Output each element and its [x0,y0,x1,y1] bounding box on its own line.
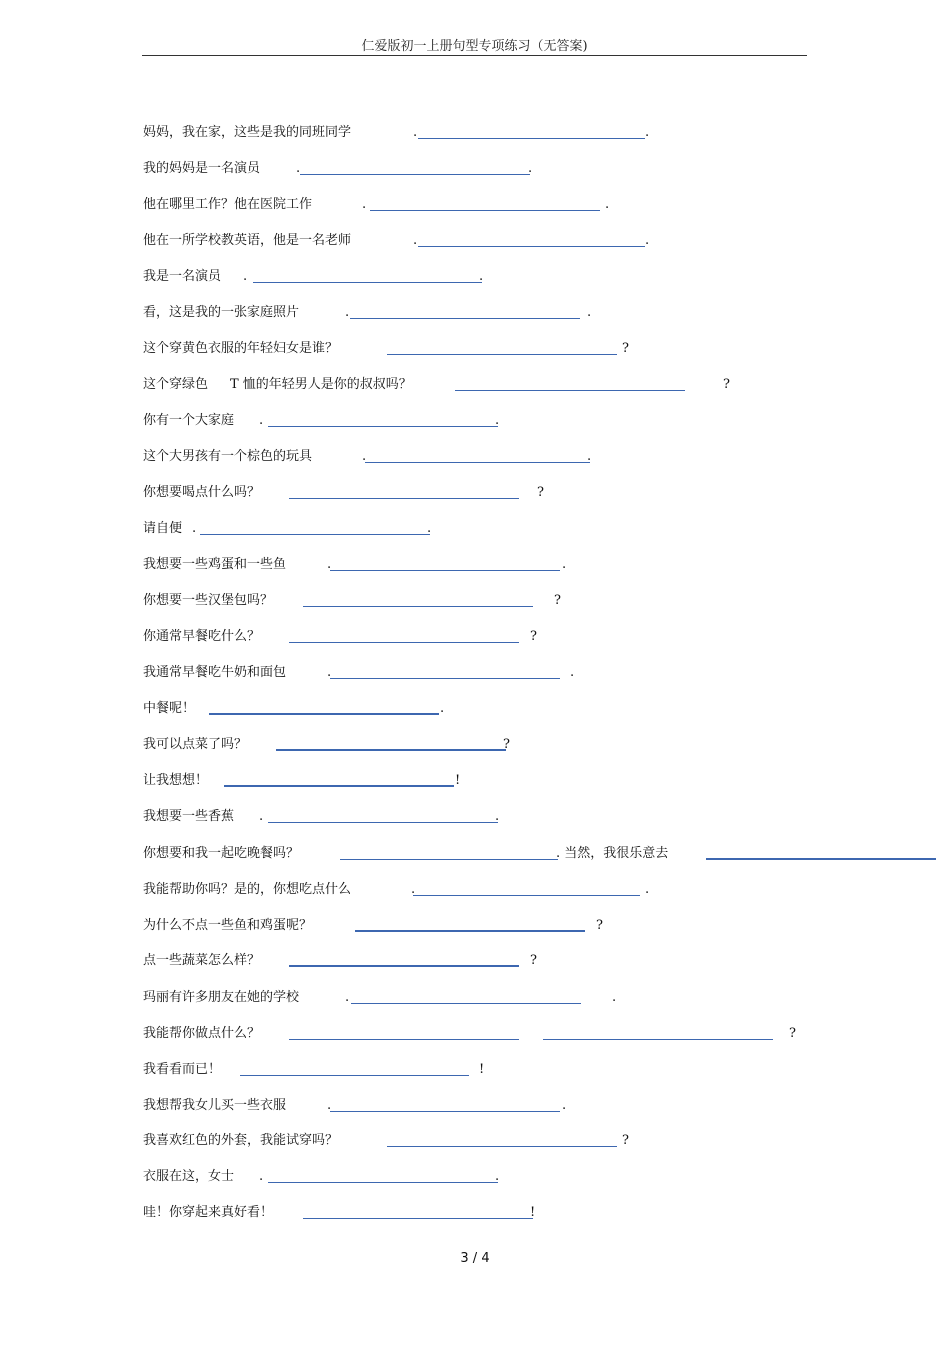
prompt-text: 为什么不点一些鱼和鸡蛋呢？ [143,918,313,933]
end-punctuation: . [645,233,650,248]
exercise-row [0,592,950,614]
exercise-row [0,232,950,254]
exercise-row [0,1168,950,1190]
end-punctuation: . [562,1098,567,1113]
end-punctuation: . [495,809,500,824]
exercise-row [0,304,950,326]
answer-blank-line[interactable] [330,678,560,679]
prompt-text: 点一些蔬菜怎么样？ [143,953,261,968]
end-punctuation: ? [530,953,537,968]
answer-blank-line[interactable] [253,282,482,283]
answer-blank-line[interactable] [289,642,519,643]
end-punctuation: . [243,269,248,284]
prompt-text: 玛丽有许多朋友在她的学校 [143,990,300,1005]
prompt-text: 我可以点菜了吗？ [143,737,248,752]
header-rule [142,55,807,56]
answer-blank-line[interactable] [706,858,936,860]
answer-blank-line[interactable] [387,1146,617,1147]
exercise-row [0,556,950,578]
exercise-row [0,881,950,903]
answer-blank-line[interactable] [418,246,645,247]
answer-blank-line[interactable] [351,1003,581,1004]
end-punctuation: . [413,233,418,248]
exercise-row [0,412,950,434]
answer-blank-line[interactable] [370,210,600,211]
answer-blank-line[interactable] [330,1111,560,1112]
prompt-text: 哇！你穿起来真好看！ [143,1205,274,1220]
answer-blank-line[interactable] [300,174,530,175]
end-punctuation: . [495,413,500,428]
prompt-text: 让我想想！ [143,773,209,788]
answer-blank-line[interactable] [200,534,430,535]
answer-blank-line[interactable] [455,390,685,391]
end-punctuation: . [192,521,197,536]
prompt-text: 我看看而已！ [143,1062,222,1077]
end-punctuation: ! [455,773,461,788]
end-punctuation: . [259,413,264,428]
end-punctuation: ? [789,1026,796,1041]
exercise-row [0,268,950,290]
end-punctuation: . [327,1098,332,1113]
end-punctuation: . [345,990,350,1005]
end-punctuation: . [587,305,592,320]
end-punctuation: . [612,990,617,1005]
answer-blank-line[interactable] [340,859,558,860]
end-punctuation: . [570,665,575,680]
exercise-row [0,1097,950,1119]
exercise-row [0,736,950,758]
prompt-text: 中餐呢！ [143,701,196,716]
end-punctuation: . [259,1169,264,1184]
end-punctuation: . [645,882,650,897]
prompt-text: 衣服在这，女士 [143,1169,235,1184]
exercise-row [0,1061,950,1083]
exercise-row [0,917,950,939]
end-punctuation: . [587,449,592,464]
exercise-row [0,1132,950,1154]
exercise-row [0,808,950,830]
answer-blank-line[interactable] [387,354,617,355]
answer-blank-line[interactable] [289,1039,519,1040]
prompt-text: 我想帮我女儿买一些衣服 [143,1098,287,1113]
exercise-row [0,124,950,146]
exercise-row [0,1204,950,1226]
answer-blank-line[interactable] [268,426,498,427]
answer-blank-line[interactable] [276,749,506,751]
exercise-row [0,448,950,470]
end-punctuation: . [327,665,332,680]
prompt-text: 这个穿绿色 [143,377,209,392]
end-punctuation: ? [622,1133,629,1148]
prompt-text: 请自便 [143,521,183,536]
prompt-text: 我喜欢红色的外套，我能试穿吗？ [143,1133,339,1148]
prompt-text: 我想要一些香蕉 [143,809,235,824]
answer-blank-line[interactable] [365,462,590,463]
answer-blank-line[interactable] [350,318,580,319]
end-punctuation: . [528,161,533,176]
end-punctuation: ? [622,341,629,356]
exercise-row [0,340,950,362]
prompt-text: 我想要一些鸡蛋和一些鱼 [143,557,287,572]
prompt-text: 你有一个大家庭 [143,413,235,428]
answer-blank-line[interactable] [289,498,519,499]
end-punctuation: ? [530,629,537,644]
prompt-text: 他在哪里工作？他在医院工作 [143,197,313,212]
prompt-text: 我的妈妈是一名演员 [143,161,261,176]
page-header-title: 仁爱版初一上册句型专项练习（无答案) [361,39,588,54]
answer-blank-line[interactable] [268,822,498,823]
prompt-text: 我能帮助你吗？是的，你想吃点什么 [143,882,352,897]
exercise-row [0,1025,950,1047]
end-punctuation: ? [503,737,510,752]
end-punctuation: . [362,197,367,212]
end-punctuation: . [411,882,416,897]
exercise-row [0,628,950,650]
end-punctuation: . [479,269,484,284]
prompt-text: 这个穿黄色衣服的年轻妇女是谁？ [143,341,339,356]
end-punctuation: . [413,125,418,140]
prompt-text: 看，这是我的一张家庭照片 [143,305,300,320]
prompt-text: 我是一名演员 [143,269,222,284]
answer-blank-line[interactable] [330,570,560,571]
end-punctuation: . [362,449,367,464]
prompt-text-continued: T 恤的年轻男人是你的叔叔吗？ [230,377,412,392]
end-punctuation: ! [530,1205,536,1220]
answer-blank-line[interactable] [209,713,439,715]
end-punctuation: . [605,197,610,212]
exercise-row [0,520,950,542]
prompt-text: 你想要和我一起吃晚餐吗？ [143,846,300,861]
exercise-row [0,664,950,686]
end-punctuation: ? [537,485,544,500]
exercise-row [0,772,950,794]
answer-blank-line[interactable] [224,785,454,787]
exercise-row [0,376,950,398]
prompt-text: 我能帮你做点什么？ [143,1026,261,1041]
answer-blank-line[interactable] [355,930,585,932]
prompt-text: 妈妈，我在家，这些是我的同班同学 [143,125,352,140]
prompt-text: 这个大男孩有一个棕色的玩具 [143,449,313,464]
end-punctuation: . [259,809,264,824]
page-number: 3 / 4 [460,1251,490,1266]
exercise-row [0,196,950,218]
answer-blank-line[interactable] [303,1218,533,1219]
exercise-row [0,952,950,974]
end-punctuation: ? [596,918,603,933]
end-punctuation: . [645,125,650,140]
end-punctuation: ? [554,593,561,608]
end-punctuation: . [296,161,301,176]
exercise-row [0,845,950,867]
end-punctuation: . [327,557,332,572]
prompt-text-second: . 当然，我很乐意去 [556,846,669,861]
end-punctuation: ? [723,377,730,392]
exercise-row [0,989,950,1011]
prompt-text: 你想要喝点什么吗？ [143,485,261,500]
prompt-text: 你通常早餐吃什么？ [143,629,261,644]
answer-blank-line[interactable] [413,895,640,896]
prompt-text: 他在一所学校教英语，他是一名老师 [143,233,352,248]
answer-blank-line[interactable] [240,1075,469,1076]
exercise-row [0,700,950,722]
answer-blank-line[interactable] [303,606,533,607]
prompt-text: 我通常早餐吃牛奶和面包 [143,665,287,680]
end-punctuation: . [427,521,432,536]
exercise-row [0,160,950,182]
end-punctuation: . [440,701,445,716]
answer-blank-line[interactable] [418,138,645,139]
answer-blank-line[interactable] [543,1039,773,1040]
prompt-text: 你想要一些汉堡包吗？ [143,593,274,608]
answer-blank-line[interactable] [289,965,519,967]
end-punctuation: . [495,1169,500,1184]
end-punctuation: . [345,305,350,320]
end-punctuation: ! [479,1062,485,1077]
end-punctuation: . [562,557,567,572]
answer-blank-line[interactable] [268,1182,498,1183]
exercise-row [0,484,950,506]
